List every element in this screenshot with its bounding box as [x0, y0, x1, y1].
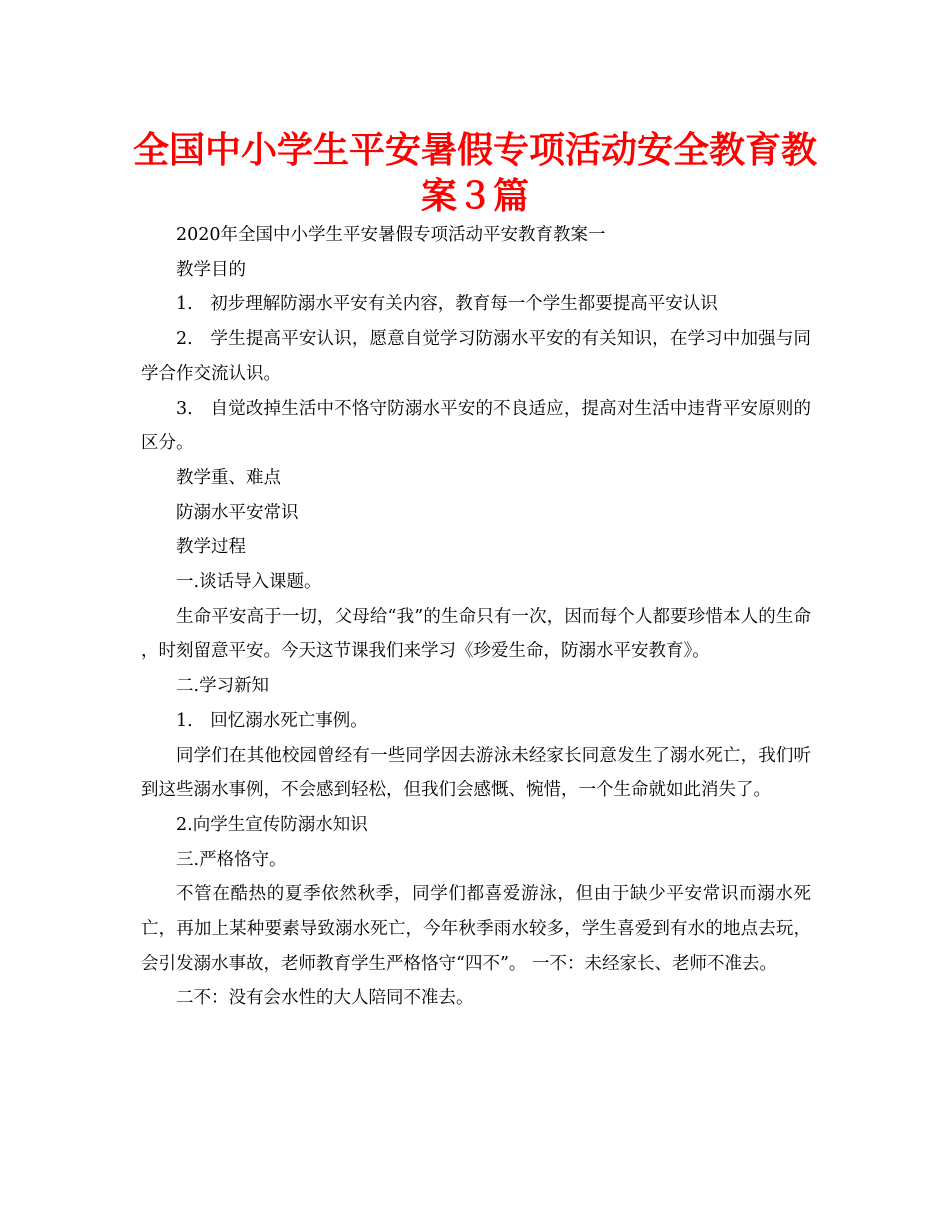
- paragraph: 2. 学生提高平安认识，愿意自觉学习防溺水平安的有关知识，在学习中加强与同学合作交流认识。: [141, 329, 811, 384]
- paragraph: 二不：没有会水性的大人陪同不准去。: [176, 988, 474, 1009]
- paragraph: 教学目的: [176, 259, 246, 280]
- paragraph: 1. 初步理解防溺水平安有关内容，教育每一个学生都要提高平安认识: [176, 294, 718, 315]
- paragraph: 同学们在其他校园曾经有一些同学因去游泳未经家长同意发生了溺水死亡，我们听到这些溺水事例，不会感到轻松，但我们会感慨、惋惜，一个生命就如此消失了。: [141, 745, 811, 801]
- document-title: 全国中小学生平安暑假专项活动安全教育教案３篇: [132, 130, 817, 217]
- paragraph: 教学重、难点: [176, 467, 281, 488]
- paragraph: 防溺水平安常识: [176, 502, 299, 523]
- document-body: [141, 218, 811, 1016]
- paragraph: 一.谈话导入课题。: [176, 572, 322, 593]
- paragraph: 3. 自觉改掉生活中不恪守防溺水平安的不良适应，提高对生活中违背平安原则的区分。: [141, 398, 811, 454]
- paragraph: 二.学习新知: [176, 676, 270, 697]
- paragraph: 三.严格恪守。: [176, 849, 287, 870]
- paragraph: 生命平安高于一切，父母给“我”的生命只有一次，因而每个人都要珍惜本人的生命 ，时刻留意平安。今天这节课我们来学习《珍爱生命，防溺水平安教育》。: [141, 606, 811, 662]
- paragraph: 不管在酷热的夏季依然秋季，同学们都喜爱游泳，但由于缺少平安常识而溺水死亡，再加上某种要素导致溺水死亡，今年秋季雨水较多，学生喜爱到有水的地点去玩，会引发溺水事故，老师教育学生严格恪守“四不”。 一不：未经家长、老师不准去。: [141, 884, 811, 974]
- paragraph: 2020年全国中小学生平安暑假专项活动平安教育教案一: [176, 225, 606, 245]
- paragraph: 1. 回忆溺水死亡事例。: [176, 710, 368, 731]
- paragraph: 2.向学生宣传防溺水知识: [176, 814, 368, 835]
- paragraph: 教学过程: [176, 537, 246, 558]
